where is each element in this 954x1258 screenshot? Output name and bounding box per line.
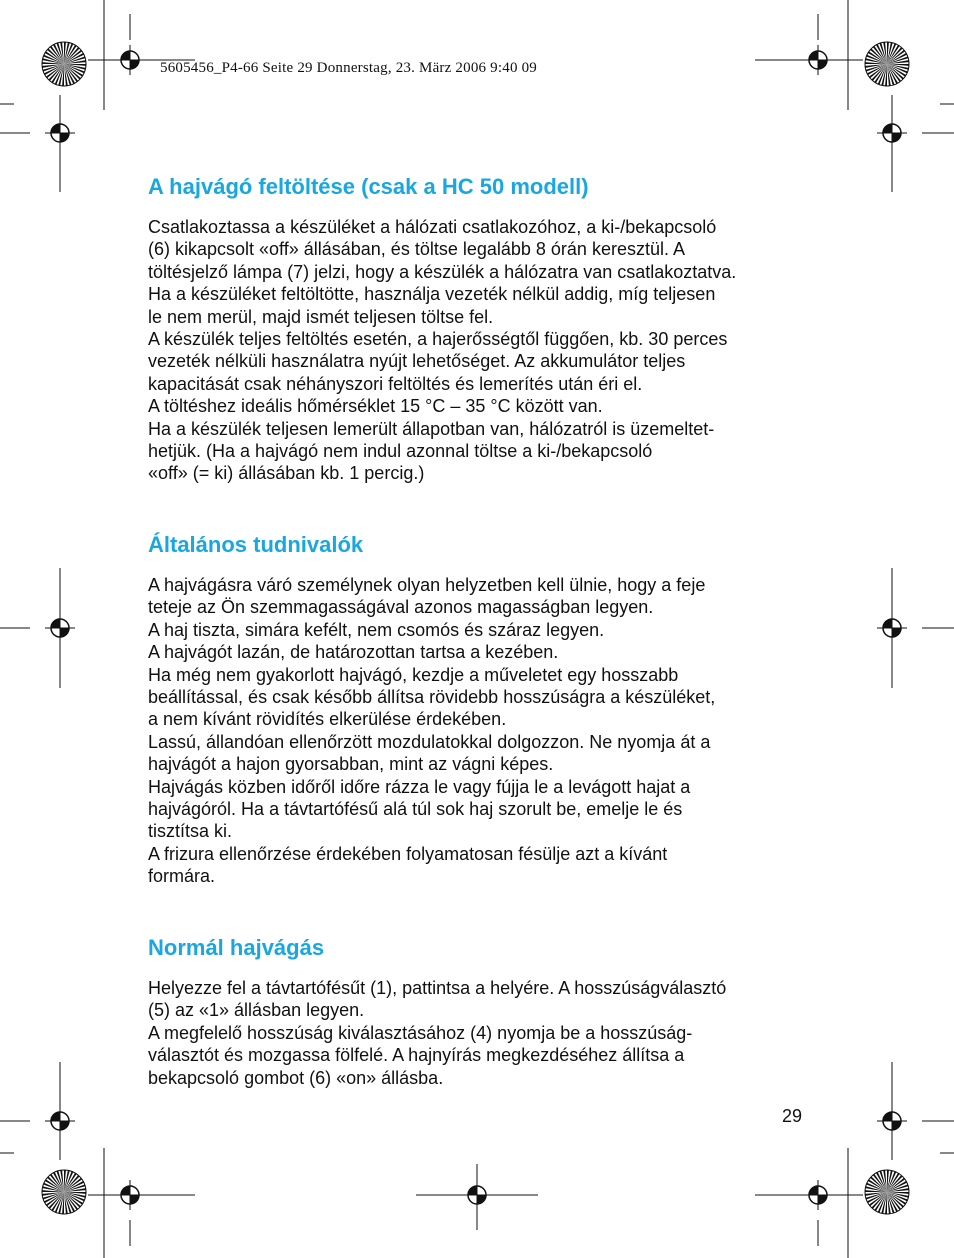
text-line: Hajvágás közben időről időre rázza le vagy fújja le a levágott hajat a bbox=[148, 776, 691, 797]
section-normal-haircut bbox=[148, 933, 726, 1089]
registration-mark-icon bbox=[803, 1180, 833, 1210]
text-line: Helyezze fel a távtartófésűt (1), pattintsa a helyére. A hosszúságválasztó bbox=[148, 978, 727, 998]
text-line: vezeték nélküli használatra nyújt lehetőséget. Az akkumulátor teljes bbox=[148, 351, 686, 372]
registration-mark-icon bbox=[115, 45, 145, 75]
registration-mark-icon bbox=[115, 1180, 145, 1210]
text-line: A hajvágót lazán, de határozottan tartsa a kezében. bbox=[148, 642, 559, 663]
text-line: (6) kikapcsolt «off» állásában, és töltse legalább 8 órán keresztül. A bbox=[148, 239, 685, 260]
registration-mark-icon bbox=[803, 45, 833, 75]
starburst-mark-icon bbox=[865, 42, 909, 86]
text-line: A hajvágásra váró személynek olyan helyzetben kell ülnie, hogy a feje bbox=[148, 575, 706, 595]
text-line: hajvágóról. Ha a távtartófésű alá túl sok haj szorult be, emelje le és bbox=[148, 799, 683, 820]
text-line: hetjük. (Ha a hajvágó nem indul azonnal töltse a ki-/bekapcsoló bbox=[148, 441, 653, 462]
page-number: 29 bbox=[782, 1106, 803, 1126]
text-line: töltésjelző lámpa (7) jelzi, hogy a készülék a hálózatra van csatlakoztatva. bbox=[148, 261, 737, 282]
starburst-mark-icon bbox=[42, 42, 86, 86]
section-body bbox=[148, 574, 715, 888]
text-line: A töltéshez ideális hőmérséklet 15 °C – 35 °C között van. bbox=[148, 396, 603, 417]
starburst-mark-icon bbox=[865, 1170, 909, 1214]
text-line: A készülék teljes feltöltés esetén, a hajerősségtől függően, kb. 30 perces bbox=[148, 329, 728, 350]
text-line: le nem merül, majd ismét teljesen töltse fel. bbox=[148, 306, 494, 327]
section-charging bbox=[148, 172, 736, 485]
text-line: Ha még nem gyakorlott hajvágó, kezdje a műveletet egy hosszabb bbox=[148, 664, 679, 685]
registration-mark-icon bbox=[462, 1180, 492, 1210]
registration-mark-icon bbox=[45, 1106, 75, 1136]
registration-mark-icon bbox=[877, 1106, 907, 1136]
text-line: A megfelelő hosszúság kiválasztásához (4) nyomja be a hosszúság- bbox=[148, 1022, 693, 1043]
text-line: «off» (= ki) állásában kb. 1 percig.) bbox=[148, 463, 425, 484]
text-line: Ha a készülék teljesen lemerült állapotban van, hálózatról is üzemeltet- bbox=[148, 418, 715, 439]
registration-mark-icon bbox=[877, 613, 907, 643]
text-line: Csatlakoztassa a készüléket a hálózati csatlakozóhoz, a ki-/bekapcsoló bbox=[148, 217, 717, 237]
text-line: A haj tiszta, simára kefélt, nem csomós és száraz legyen. bbox=[148, 619, 605, 640]
section-general-info bbox=[148, 530, 715, 888]
starburst-mark-icon bbox=[42, 1170, 86, 1214]
text-line: teteje az Ön szemmagasságával azonos magasságban legyen. bbox=[148, 597, 654, 618]
section-heading: Normál hajvágás bbox=[148, 935, 325, 960]
text-line: beállítással, és csak később állítsa rövidebb hosszúságra a készüléket, bbox=[148, 687, 716, 708]
text-line: (5) az «1» állásban legyen. bbox=[148, 1000, 365, 1021]
print-slug: 5605456_P4-66 Seite 29 Donnerstag, 23. März 2006 9:40 09 bbox=[160, 60, 537, 76]
registration-mark-icon bbox=[45, 118, 75, 148]
text-line: bekapcsoló gombot (6) «on» állásba. bbox=[148, 1067, 444, 1088]
text-line: Ha a készüléket feltöltötte, használja vezeték nélkül addig, míg teljesen bbox=[148, 284, 716, 305]
section-heading: A hajvágó feltöltése (csak a HC 50 modell) bbox=[148, 174, 589, 199]
text-line: A frizura ellenőrzése érdekében folyamatosan fésülje azt a kívánt bbox=[148, 843, 668, 864]
section-body bbox=[148, 977, 726, 1089]
text-line: kapacitását csak néhányszori feltöltés és lemerítés után éri el. bbox=[148, 373, 643, 394]
registration-mark-icon bbox=[877, 118, 907, 148]
section-body bbox=[148, 216, 736, 485]
text-line: a nem kívánt rövidítés elkerülése érdekében. bbox=[148, 709, 507, 730]
text-line: Lassú, állandóan ellenőrzött mozdulatokkal dolgozzon. Ne nyomja át a bbox=[148, 731, 711, 752]
text-line: választót és mozgassa fölfelé. A hajnyírás megkezdéséhez állítsa a bbox=[148, 1045, 685, 1066]
text-line: hajvágót a hajon gyorsabban, mint az vágni képes. bbox=[148, 754, 554, 775]
section-heading: Általános tudnivalók bbox=[148, 532, 364, 557]
text-line: formára. bbox=[148, 866, 216, 887]
text-line: tisztítsa ki. bbox=[148, 821, 233, 842]
registration-mark-icon bbox=[45, 613, 75, 643]
